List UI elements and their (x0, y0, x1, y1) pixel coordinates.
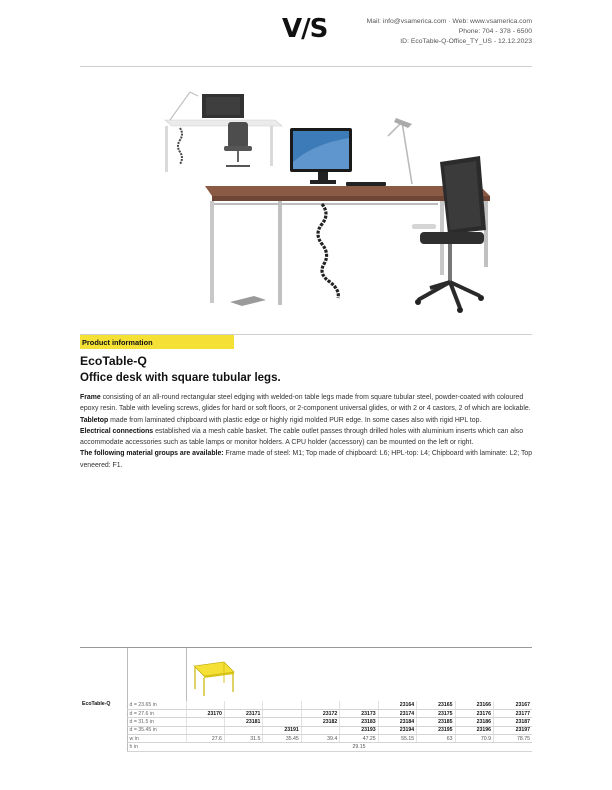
table-cell: 23191 (263, 726, 301, 734)
table-cell: d = 27.6 in (127, 709, 186, 717)
table-cell (301, 726, 339, 734)
vs-logo: V/S (282, 14, 328, 44)
background-desk (165, 92, 282, 172)
table-cell: 23186 (455, 718, 493, 726)
table-cell: 23182 (301, 718, 339, 726)
table-cell: 27.6 (186, 735, 224, 743)
table-cell: 23173 (340, 709, 378, 717)
table-row (80, 701, 532, 709)
table-cell (263, 718, 301, 726)
table-cell: 23195 (417, 726, 455, 734)
document-id: ID: EcoTable-Q-Office_TY_US - 12.12.2023 (400, 38, 532, 46)
table-cell: 23171 (224, 709, 262, 717)
table-cell: 23167 (494, 701, 533, 709)
table-cell (301, 701, 339, 709)
header-divider (80, 66, 532, 67)
model-number-grid (80, 701, 532, 752)
table-row (80, 709, 532, 717)
table-cell (340, 701, 378, 709)
table-row (80, 726, 532, 734)
table-cell (224, 726, 262, 734)
table-cell (263, 701, 301, 709)
desk-thumbnail (190, 656, 236, 698)
table-header-area (80, 647, 532, 701)
table-cell (263, 709, 301, 717)
table-cell (186, 726, 224, 734)
section-materials: The following material groups are available: Frame made of steel: M1; Top made of chipboard: L6; HPL-top: L4; Chipboard with laminate: L2; Top veneered: F1. (80, 450, 533, 469)
table-cell: 35.45 (263, 735, 301, 743)
table-cell: 23177 (494, 709, 533, 717)
section-tabletop: Tabletop made from laminated chipboard with plastic edge or highly rigid molded PUR edge. In some cases also with rigid HPL top. (80, 416, 482, 424)
table-cell: 23183 (340, 718, 378, 726)
office-chair (412, 156, 486, 313)
table-cell: 23196 (455, 726, 493, 734)
table-cell: d = 35.45 in (127, 726, 186, 734)
table-cell: 23185 (417, 718, 455, 726)
table-row (80, 718, 532, 726)
table-cell: 23166 (455, 701, 493, 709)
height-row (80, 743, 532, 751)
table-cell (186, 718, 224, 726)
contact-block (367, 17, 532, 48)
desk-lamp (388, 118, 412, 184)
section-electrical: Electrical connections established via a mesh cable basket. The cable outlet passes through drilled holes with aluminium inserts which can also accommodate accessories such as table lamps or monitor holders. A CPU holder (accessory) can be mounted on the left or right. (80, 427, 524, 447)
table-cell: 23194 (378, 726, 416, 734)
product-description (80, 392, 534, 471)
contact-phone: Phone: 704 - 378 - 6500 (458, 28, 532, 36)
contact-mail: Mail: info@vsamerica.com · Web: www.vsamerica.com (366, 18, 532, 25)
table-cell: 23181 (224, 718, 262, 726)
cable-spine (318, 204, 338, 298)
table-cell: 23170 (186, 709, 224, 717)
table-cell: 23172 (301, 709, 339, 717)
table-cell: 23174 (378, 709, 416, 717)
table-cell: 63 (417, 735, 455, 743)
table-cell: 23165 (417, 701, 455, 709)
table-cell: d = 31.5 in (127, 718, 186, 726)
monitor (290, 128, 352, 184)
table-cell (186, 701, 224, 709)
table-cell: w in (127, 735, 186, 743)
section-frame: Frame consisting of an all-round rectangular steel edging with welded-on table legs made from square tubular steel, powder-coated with coloured epoxy resin. Table with leveling screws, glides for hard or soft floors, or 2-component universal glides, or with 2 or 4 castors, 2 of which are lockable. (80, 394, 531, 413)
floor-plate (230, 296, 266, 306)
table-cell (224, 701, 262, 709)
table-cell: 23164 (378, 701, 416, 709)
table-cell: 39.4 (301, 735, 339, 743)
table-cell: 29.15 (186, 743, 532, 751)
table-cell: 23197 (494, 726, 533, 734)
table-cell: 47.25 (340, 735, 378, 743)
table-cell: 23175 (417, 709, 455, 717)
product-title: EcoTable-Q (80, 354, 147, 368)
table-cell: 78.75 (494, 735, 533, 743)
width-row (80, 735, 532, 743)
table-cell: d = 23.65 in (127, 701, 186, 709)
keyboard (346, 182, 386, 186)
product-subtitle: Office desk with square tubular legs. (80, 372, 281, 384)
table-cell: 31.5 (224, 735, 262, 743)
product-hero-image (150, 82, 500, 322)
table-cell: 23184 (378, 718, 416, 726)
table-cell: 23176 (455, 709, 493, 717)
table-cell: 23187 (494, 718, 533, 726)
product-info-badge: Product information (80, 335, 234, 349)
table-cell: h in (127, 743, 186, 751)
table-cell: 23193 (340, 726, 378, 734)
table-cell: 55.15 (378, 735, 416, 743)
table-cell: 70.9 (455, 735, 493, 743)
product-name-cell: EcoTable-Q (82, 701, 111, 707)
